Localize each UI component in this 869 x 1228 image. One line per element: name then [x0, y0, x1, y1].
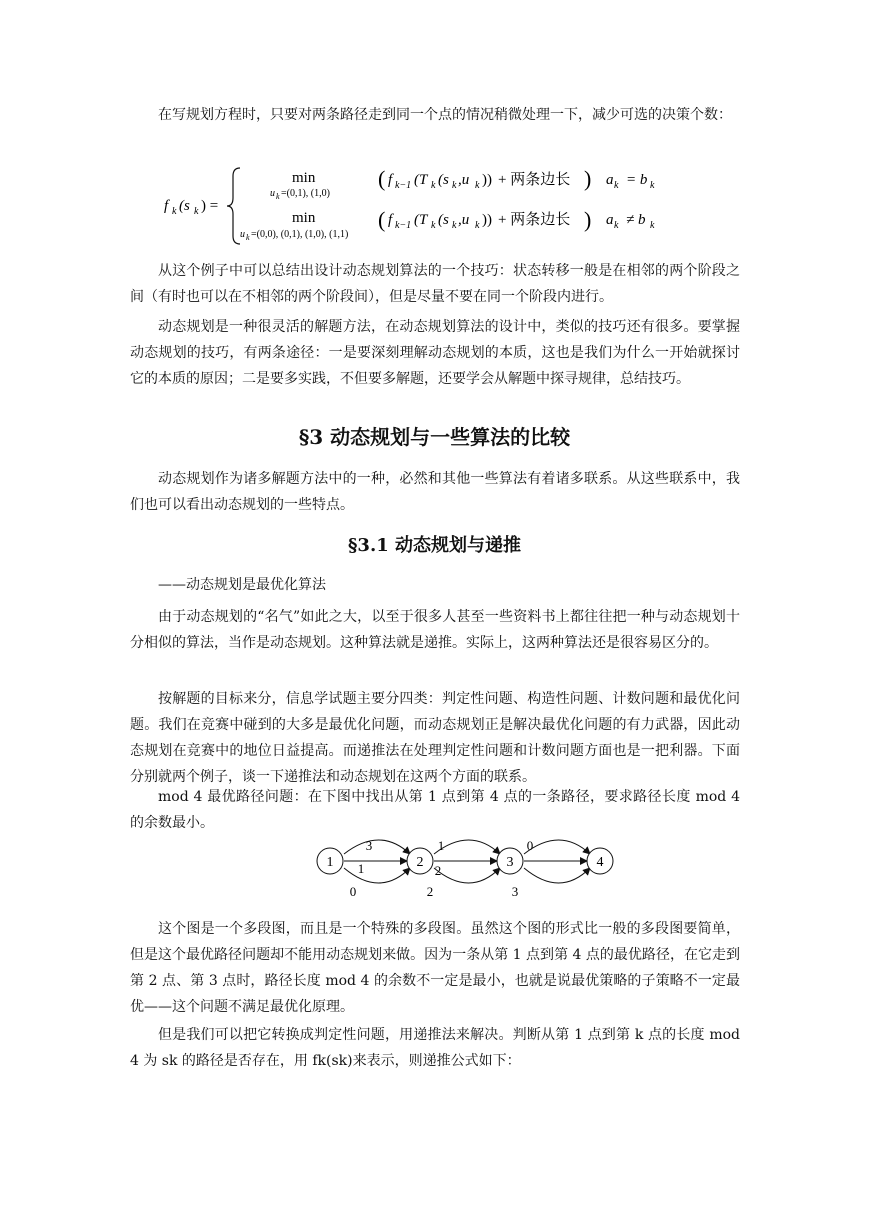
eq-lhs-sub: k [172, 206, 177, 217]
eq-row2-plus: + 两条边长 [498, 212, 571, 228]
eq-row2-s: (s [438, 212, 449, 228]
eq-cond2-b-sub: k [650, 220, 655, 231]
edge-label-1-2-top: 3 [365, 838, 373, 853]
edge-label-2-3-top: 1 [437, 838, 445, 853]
eq-row1-under: u [270, 188, 275, 199]
edge-label-1-2-bottom: 0 [349, 884, 357, 899]
paragraph-multistage: 这个图是一个多段图，而且是一个特殊的多段图。虽然这个图的形式比一般的多段图要简单，但是这个最优路径问题却不能用动态规划来做。因为一条从第 1 点到第 4 点的最优路径，在它走到第 2 点、第 3 点时，路径长度 mod 4 的余数不一定是最小，也就是说最优策略的子策略不一定最优——这个问题不满足最优化原理。 [130, 921, 740, 1015]
eq-lhs: f [164, 198, 169, 214]
graph-node-1-label: 1 [326, 855, 334, 870]
eq-row2-under: u [240, 229, 245, 240]
eq-row1-lparen: ( [378, 166, 386, 191]
eq-row2-lparen: ( [378, 207, 386, 232]
edge-3-4-bottom [524, 868, 590, 883]
multistage-graph-svg [310, 828, 630, 908]
section-heading-3: §3 动态规划与一些算法的比较 [298, 425, 571, 449]
dp-equation [160, 160, 720, 250]
eq-row1-f-sub: k−1 [395, 180, 412, 191]
eq-row1-s-sub: k [452, 180, 457, 191]
eq-cond2-a: a [606, 212, 614, 228]
eq-cond1-b-sub: k [650, 180, 655, 191]
graph-node-2-label: 2 [416, 855, 424, 870]
eq-row1-min: min [292, 170, 316, 186]
eq-cond1-op: = b [626, 172, 648, 188]
eq-row2-f: f [388, 212, 393, 228]
eq-row1-u-sub: k [475, 180, 480, 191]
multistage-graph [310, 828, 630, 908]
edge-label-2-3-bottom: 2 [426, 884, 434, 899]
eq-row2-under-sub: k [246, 233, 250, 242]
edge-1-2-top [344, 840, 410, 854]
eq-row2-u-sub: k [475, 220, 480, 231]
eq-row1-expr [378, 166, 591, 191]
paragraph-mod4-problem: mod 4 最优路径问题：在下图中找出从第 1 点到第 4 点的一条路径，要求路径长度 mod 4 的余数最小。 [130, 789, 740, 831]
eq-cond2-a-sub: k [614, 220, 619, 231]
eq-row1-s: (s [438, 172, 449, 188]
paragraph-fame: 由于动态规划的“名气”如此之大，以至于很多人甚至一些资料书上都往往把一种与动态规划十分相似的算法，当作是动态规划。这种算法就是递推。实际上，这两种算法还是很容易区分的。 [130, 609, 740, 651]
eq-row1-f: f [388, 172, 393, 188]
eq-cond2-op: ≠ b [626, 212, 646, 228]
paragraph-technique: 从这个例子中可以总结出设计动态规划算法的一个技巧：状态转移一般是在相邻的两个阶段之间（有时也可以在不相邻的两个阶段间），但是尽量不要在同一个阶段内进行。 [130, 263, 740, 305]
eq-lhs-close: ) = [201, 198, 219, 214]
edge-label-3-4-bottom: 3 [511, 884, 519, 899]
edge-label-2-3-mid: 2 [434, 863, 442, 878]
eq-row2-rparen: ) [584, 207, 592, 232]
dp-equation-svg [160, 160, 720, 250]
eq-row2-f-sub: k−1 [395, 220, 412, 231]
eq-row2-close: )) [482, 212, 492, 228]
section-heading-3-1: §3.1 动态规划与递推 [348, 535, 521, 556]
eq-row2-expr [378, 207, 591, 232]
paragraph-intro: 在写规划方程时，只要对两条路径走到同一个点的情况稍微处理一下，减少可选的决策个数： [158, 107, 732, 123]
eq-row2-T: (T [414, 212, 428, 228]
eq-row2-T-sub: k [431, 220, 436, 231]
eq-row1-u: ,u [458, 172, 470, 188]
eq-lhs-arg-sub: k [194, 206, 199, 217]
eq-lhs-arg: (s [179, 198, 190, 214]
edge-label-3-4-top: 0 [526, 838, 534, 853]
eq-brace [227, 168, 240, 244]
eq-cond1-a-sub: k [614, 180, 619, 191]
eq-cond1-a: a [606, 172, 614, 188]
graph-node-3-label: 3 [506, 855, 514, 870]
eq-row1-under-rest: =(0,1), (1,0) [281, 188, 330, 199]
paragraph-categories: 按解题的目标来分，信息学试题主要分四类：判定性问题、构造性问题、计数问题和最优化问题。我们在竞赛中碰到的大多是最优化问题，而动态规划正是解决最优化问题的有力武器，因此动态规划在竞赛中的地位日益提高。而递推法在处理判定性问题和计数问题方面也是一把利器。下面分别就两个例子，谈一下递推法和动态规划在这两个方面的联系。 [130, 691, 740, 785]
eq-row1-plus: + 两条边长 [498, 172, 571, 188]
eq-row2-s-sub: k [452, 220, 457, 231]
eq-row2-u: ,u [458, 212, 470, 228]
eq-row1-T: (T [414, 172, 428, 188]
edge-1-2-bottom [344, 868, 410, 883]
eq-row1-close: )) [482, 172, 492, 188]
paragraph-flexible: 动态规划是一种很灵活的解题方法，在动态规划算法的设计中，类似的技巧还有很多。要掌握动态规划的技巧，有两条途径：一是要深刻理解动态规划的本质，这也是我们为什么一开始就探讨它的本质的原因；二是要多实践，不但要多解题，还要学会从解题中探寻规律，总结技巧。 [130, 319, 740, 387]
graph-node-4-label: 4 [596, 855, 604, 870]
eq-row2-min: min [292, 210, 316, 226]
paragraph-section3-intro: 动态规划作为诸多解题方法中的一种，必然和其他一些算法有着诸多联系。从这些联系中，我们也可以看出动态规划的一些特点。 [130, 471, 740, 513]
eq-row1-under-sub: k [276, 192, 280, 201]
paragraph-subtitle: ——动态规划是最优化算法 [158, 577, 326, 593]
eq-row2-under-rest: =(0,0), (0,1), (1,0), (1,1) [251, 229, 349, 240]
eq-row1-T-sub: k [431, 180, 436, 191]
eq-row1-rparen: ) [584, 166, 592, 191]
edge-2-3-bottom [434, 868, 500, 883]
paragraph-decision: 但是我们可以把它转换成判定性问题，用递推法来解决。判断从第 1 点到第 k 点的长度 mod 4 为 sk 的路径是否存在，用 fk(sk)来表示，则递推公式如下： [130, 1027, 740, 1069]
edge-label-1-2-mid: 1 [357, 861, 365, 876]
edge-3-4-top [524, 840, 590, 854]
